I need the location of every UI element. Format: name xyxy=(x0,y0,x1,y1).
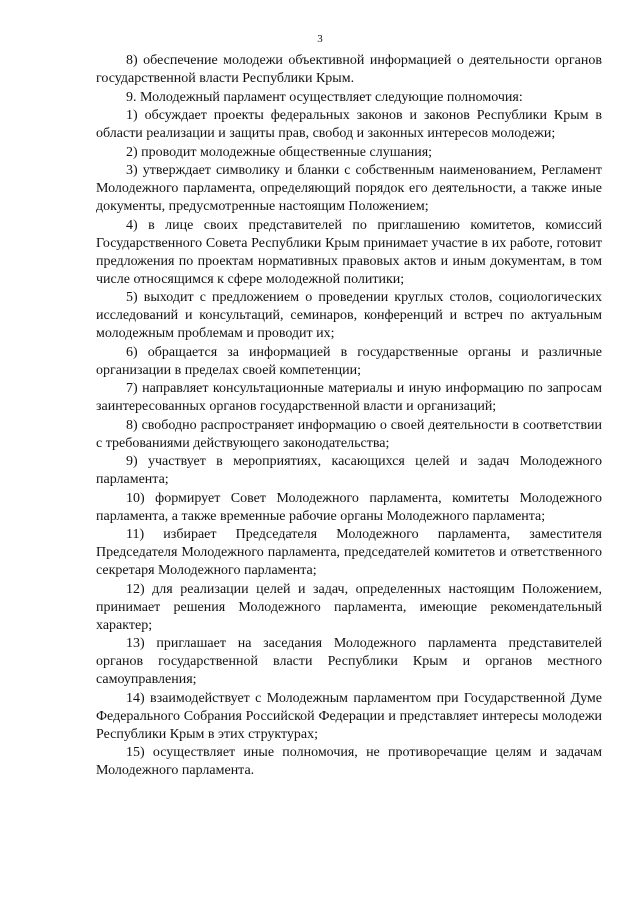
paragraph-power-3: 3) утверждает символику и бланки с собственным наименованием, Регламент Молодежного парламента, определяющий порядок его деятельности, а также иные документы, предусмотренные настоящим Положением; xyxy=(96,163,602,214)
paragraph-power-13: 13) приглашает на заседания Молодежного парламента представителей органов государственной власти Республики Крым и органов местного самоуправления; xyxy=(96,636,602,687)
paragraph-power-10: 10) формирует Совет Молодежного парламента, комитеты Молодежного парламента, а также временные рабочие органы Молодежного парламента; xyxy=(96,490,602,524)
paragraph-power-11: 11) избирает Председателя Молодежного парламента, заместителя Председателя Молодежного парламента, председателей комитетов и ответственного секретаря Молодежного парламента; xyxy=(96,527,602,578)
paragraph-power-14: 14) взаимодействует с Молодежным парламентом при Государственной Думе Федерального Собрания Российской Федерации и представляет интересы молодежи Республики Крым в этих структурах; xyxy=(96,690,602,742)
paragraph-power-6: 6) обращается за информацией в государственные органы и различные организации в пределах своей компетенции; xyxy=(96,344,602,378)
paragraph-power-4: 4) в лице своих представителей по приглашению комитетов, комиссий Государственного Совета Республики Крым принимает участие в их работе, готовит предложения по проектам нормативных правовых актов и иным документам, в том числе относящимся к сфере молодежной политики; xyxy=(96,217,602,287)
paragraph-power-5: 5) выходит с предложением о проведении круглых столов, социологических исследований и консультаций, семинаров, конференций и встреч по актуальным молодежным проблемам и проводит их; xyxy=(96,290,602,341)
page-number: 3 xyxy=(317,33,323,45)
paragraph-power-8: 8) свободно распространяет информацию о своей деятельности в соответствии с требованиями действующего законодательства; xyxy=(96,417,602,451)
paragraph-power-15: 15) осуществляет иные полномочия, не противоречащие целям и задачам Молодежного парламента. xyxy=(96,745,602,778)
document-body xyxy=(96,52,602,781)
paragraph-section-9-heading: 9. Молодежный парламент осуществляет следующие полномочия: xyxy=(126,89,523,105)
paragraph-item-8-info: 8) обеспечение молодежи объективной информацией о деятельности органов государственной власти Республики Крым. xyxy=(96,53,602,86)
paragraph-power-7: 7) направляет консультационные материалы и иную информацию по запросам заинтересованных органов государственной власти и организаций; xyxy=(96,381,602,414)
paragraph-power-2: 2) проводит молодежные общественные слушания; xyxy=(126,144,433,160)
paragraph-power-1: 1) обсуждает проекты федеральных законов и законов Республики Крым в области реализации и защиты прав, свобод и законных интересов молодежи; xyxy=(96,108,602,141)
paragraph-power-12: 12) для реализации целей и задач, определенных настоящим Положением, принимает решения Молодежного парламента, имеющие рекомендательный характер; xyxy=(96,581,602,633)
paragraph-power-9: 9) участвует в мероприятиях, касающихся целей и задач Молодежного парламента; xyxy=(96,454,602,487)
